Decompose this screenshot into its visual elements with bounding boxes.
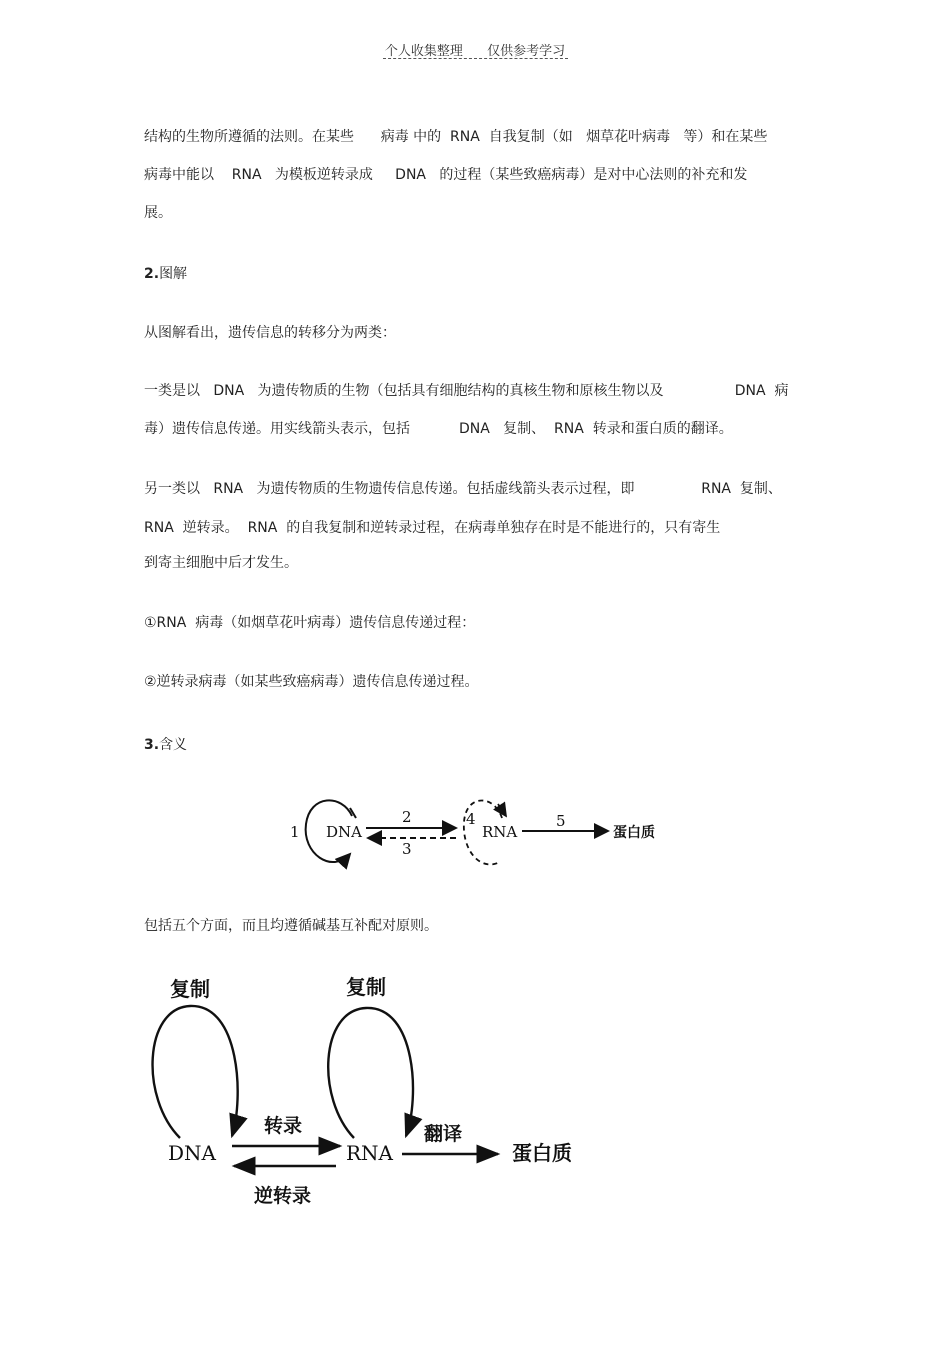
label-3: 3 bbox=[402, 840, 412, 858]
para2: 从图解看出，遗传信息的转移分为两类： bbox=[144, 325, 396, 341]
rna-label: RNA bbox=[482, 823, 518, 841]
section2-heading bbox=[144, 263, 187, 283]
label-4: 4 bbox=[466, 810, 476, 828]
central-dogma-numbered-diagram bbox=[280, 788, 680, 878]
section3-number: 3. bbox=[144, 737, 160, 753]
para6: ②逆转录病毒（如某些致癌病毒）遗传信息传递过程。 bbox=[144, 674, 479, 690]
header-dashed-rule bbox=[383, 58, 568, 59]
replication-left-label: 复制 bbox=[170, 977, 210, 1001]
header-left-text: 个人收集整理 bbox=[384, 44, 463, 59]
protein-label: 蛋白质 bbox=[613, 825, 655, 841]
para1-line1: 结构的生物所遵循的法则。在某些 病毒 中的 RNA 自我复制（如 烟草花叶病毒 等）和在某些 bbox=[144, 129, 768, 145]
para3-line2: 毒）遗传信息传递。用实线箭头表示，包括 DNA 复制、 RNA 转录和蛋白质的翻译。 bbox=[144, 421, 733, 437]
para7: 包括五个方面，而且均遵循碱基互补配对原则。 bbox=[144, 918, 438, 934]
para1-line2: 病毒中能以 RNA 为模板逆转录成 DNA 的过程（某些致癌病毒）是对中心法则的补充和发 bbox=[144, 167, 748, 183]
para4-line1: 另一类以 RNA 为遗传物质的生物遗传信息传递。包括虚线箭头表示过程，即 RNA 复制、 bbox=[144, 481, 782, 497]
translation-label: 翻译 bbox=[424, 1123, 463, 1145]
dna-label: DNA bbox=[168, 1141, 216, 1165]
para5: ①RNA 病毒（如烟草花叶病毒）遗传信息传递过程： bbox=[144, 615, 476, 631]
label-1: 1 bbox=[290, 823, 300, 841]
transcription-label: 转录 bbox=[264, 1115, 303, 1137]
label-2: 2 bbox=[402, 808, 412, 826]
protein-label: 蛋白质 bbox=[512, 1141, 572, 1165]
label-5: 5 bbox=[556, 812, 566, 830]
para4-line3: 到寄主细胞中后才发生。 bbox=[144, 555, 298, 571]
para3-line1: 一类是以 DNA 为遗传物质的生物（包括具有细胞结构的真核生物和原核生物以及 DNA 病 bbox=[144, 383, 789, 399]
para4-line2: RNA 逆转录。 RNA 的自我复制和逆转录过程，在病毒单独存在时是不能进行的，只有寄生 bbox=[144, 520, 721, 536]
para1-line3: 展。 bbox=[144, 205, 172, 221]
rna-label: RNA bbox=[346, 1141, 394, 1165]
replication-right-label: 复制 bbox=[346, 975, 386, 999]
section3-title: 含义 bbox=[159, 737, 188, 753]
section2-number: 2. bbox=[144, 266, 160, 282]
header-right-text: 仅供参考学习 bbox=[487, 44, 566, 59]
page-header bbox=[0, 40, 950, 59]
dna-label: DNA bbox=[326, 823, 362, 841]
section3-heading bbox=[144, 734, 187, 754]
reverse-transcription-label: 逆转录 bbox=[254, 1185, 312, 1207]
dna-replication-loop bbox=[153, 1006, 238, 1138]
rna-replication-loop bbox=[328, 1008, 413, 1138]
central-dogma-named-diagram bbox=[140, 968, 610, 1218]
section2-title: 图解 bbox=[159, 266, 188, 282]
